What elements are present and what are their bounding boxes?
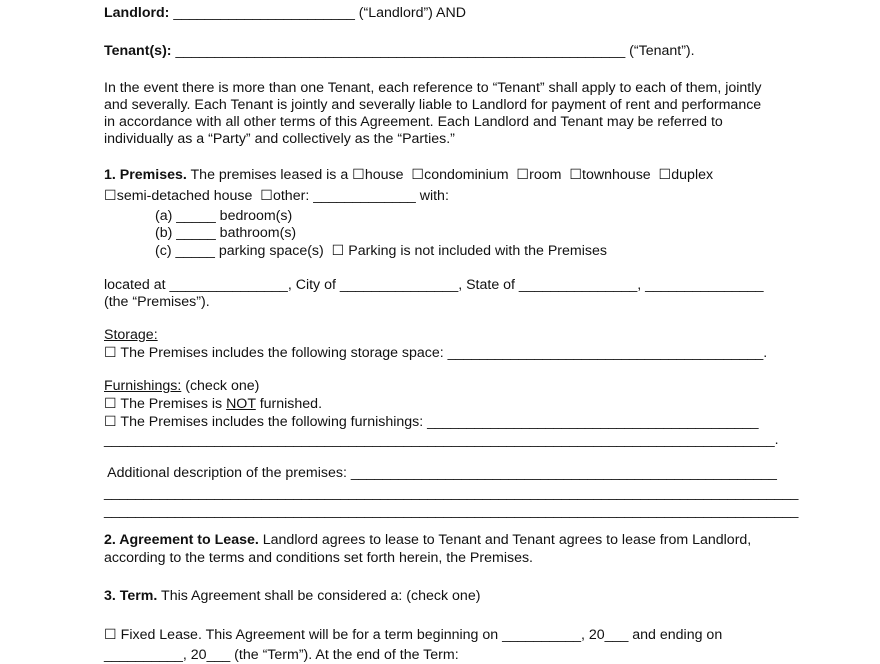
- furnishings-option-includes: ☐ The Premises includes the following furnishings: __________________________________________: [104, 414, 759, 430]
- furn-not-post: furnished.: [255, 396, 323, 412]
- agreement-heading: 2. Agreement to Lease.: [104, 532, 259, 548]
- additional-blank: ________________________________________________________________________________________: [104, 485, 799, 501]
- storage-label: Storage:: [104, 327, 158, 343]
- location-line-1: located at _______________, City of _______________, State of _______________, _______________: [104, 277, 764, 293]
- term-line: [104, 588, 480, 605]
- fixed-lease-option: ☐ Fixed Lease. This Agreement will be for a term beginning on __________, 20___ and ending on: [104, 627, 723, 643]
- landlord-line: [104, 5, 466, 22]
- furnishings-option-not: [104, 396, 322, 413]
- furnishings-label: Furnishings:: [104, 378, 182, 394]
- agreement-text: Landlord agrees to lease to Tenant and Tenant agrees to lease from Landlord,: [258, 532, 752, 548]
- fixed-lease-line-2: __________, 20___ (the “Term”). At the end of the Term:: [104, 647, 459, 663]
- additional-blank: ________________________________________________________________________________________: [104, 503, 799, 519]
- storage-option: ☐ The Premises includes the following storage space: ________________________________________.: [104, 345, 768, 361]
- agreement-line-1: [104, 532, 751, 549]
- agreement-line-2: according to the terms and conditions set forth herein, the Premises.: [104, 550, 533, 566]
- tenant-label: Tenant(s):: [104, 43, 172, 59]
- tenant-line: [104, 43, 695, 60]
- term-heading: 3. Term.: [104, 588, 158, 604]
- premises-item: (a) _____ bedroom(s): [155, 208, 293, 224]
- furn-not-pre: ☐ The Premises is: [104, 396, 227, 412]
- premises-type-options: The premises leased is a ☐house ☐condominium ☐room ☐townhouse ☐duplex: [186, 167, 714, 183]
- intro-line: and severally. Each Tenant is jointly and severally liable to Landlord for payment of rent and performance: [104, 97, 762, 113]
- premises-line-2: ☐semi-detached house ☐other: _____________ with:: [104, 188, 449, 204]
- furnishings-blank: _____________________________________________________________________________________.: [104, 432, 779, 448]
- tenant-blank: _________________________________________________________ (“Tenant”).: [171, 43, 695, 59]
- landlord-blank: _______________________ (“Landlord”) AND: [169, 5, 467, 21]
- premises-item: (c) _____ parking space(s) ☐ Parking is not included with the Premises: [155, 243, 607, 259]
- additional-description: Additional description of the premises: ______________________________________________________: [104, 465, 777, 481]
- furnishings-hint: (check one): [181, 378, 260, 394]
- intro-line: in accordance with all other terms of this Agreement. Each Landlord and Tenant may be referred to: [104, 114, 723, 130]
- premises-heading: 1. Premises.: [104, 167, 187, 183]
- location-line-2: (the “Premises”).: [104, 294, 210, 310]
- furnishings-heading: [104, 378, 259, 395]
- intro-line: In the event there is more than one Tenant, each reference to “Tenant” shall apply to each of them, jointly: [104, 80, 762, 96]
- premises-item: (b) _____ bathroom(s): [155, 225, 297, 241]
- premises-line-1: [104, 167, 713, 184]
- term-text: This Agreement shall be considered a: (check one): [157, 588, 481, 604]
- intro-line: individually as a “Party” and collectively as the “Parties.”: [104, 131, 455, 147]
- landlord-label: Landlord:: [104, 5, 170, 21]
- furn-not-emphasis: NOT: [226, 396, 256, 412]
